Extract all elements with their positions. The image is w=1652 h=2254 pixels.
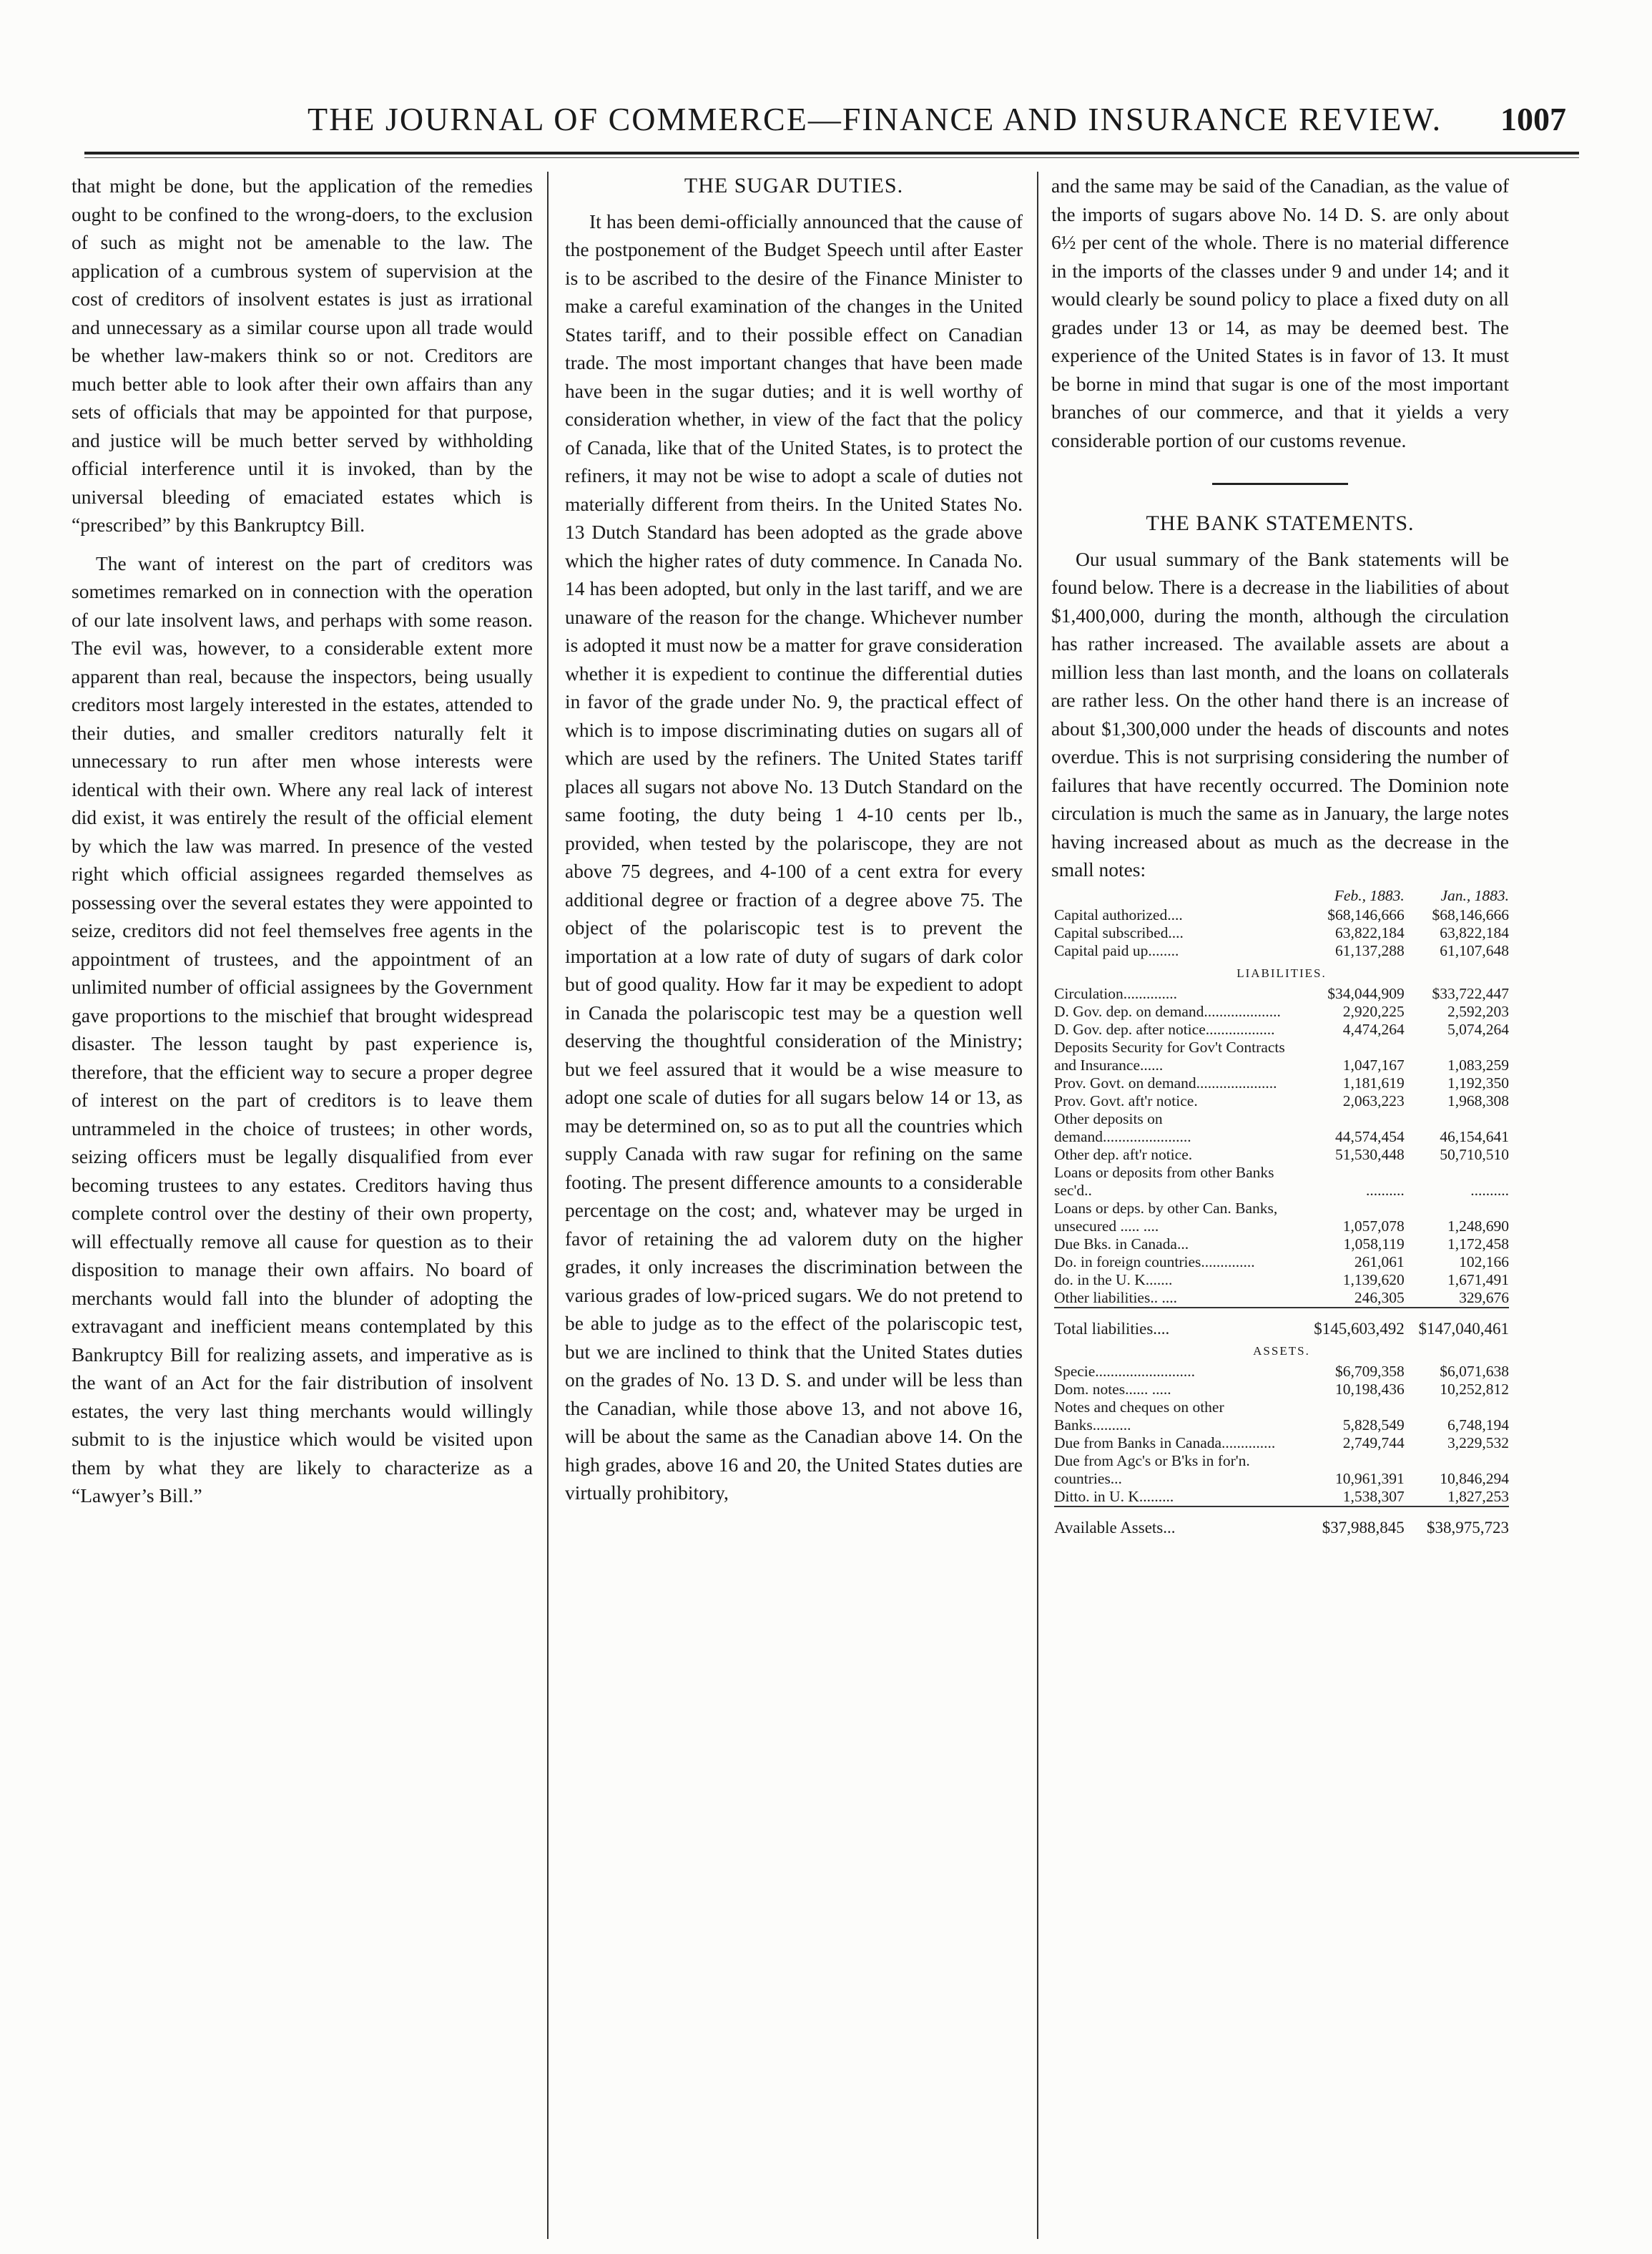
row-label: Prov. Govt. aft'r notice. bbox=[1054, 1092, 1198, 1109]
value-jan-1883: 1,192,350 bbox=[1447, 1074, 1509, 1092]
column-divider bbox=[547, 172, 549, 2239]
row-label: Available Assets... bbox=[1054, 1506, 1299, 1537]
value-feb-1883: 1,139,620 bbox=[1342, 1270, 1405, 1288]
value-jan-1883: $147,040,461 bbox=[1405, 1308, 1509, 1338]
liabilities-heading-label: LIABILITIES. bbox=[1236, 966, 1327, 980]
value-jan-1883: 6,748,194 bbox=[1447, 1416, 1509, 1434]
table-row bbox=[1054, 1363, 1509, 1381]
value-jan-1883: 1,083,259 bbox=[1447, 1056, 1509, 1074]
value-feb-1883: 2,749,744 bbox=[1342, 1434, 1405, 1451]
table-row bbox=[1054, 1074, 1509, 1092]
row-label: Notes and cheques on other Banks.......... bbox=[1054, 1398, 1224, 1434]
row-label: D. Gov. dep. after notice.................. bbox=[1054, 1020, 1275, 1038]
row-label: Dom. notes...... ..... bbox=[1054, 1380, 1171, 1398]
value-jan-1883: 102,166 bbox=[1459, 1253, 1509, 1270]
row-label: Specie.......................... bbox=[1054, 1362, 1196, 1380]
value-jan-1883: 10,252,812 bbox=[1440, 1380, 1509, 1398]
row-label: Prov. Govt. on demand..................... bbox=[1054, 1074, 1277, 1092]
article-paragraph: that might be done, but the application of the remedies ought to be confined to the wrong-doers, to the exclusion of such as might not be amenable to the law. The application of a cumbrous system of supervision at the cost of creditors of insolvent estates is just as irrational and unnecessary as a similar course upon all trade would be whether law-makers think so or not. Creditors are much better able to look after their own affairs than any sets of officials that may be appointed for that purpose, and justice will be much better served by withholding official interference until it is invoked, than by the universal bleeding of emaciated estates which is “prescribed” by this Bankruptcy Bill. bbox=[72, 175, 533, 536]
value-jan-1883: .......... bbox=[1470, 1181, 1509, 1199]
value-jan-1883: 5,074,264 bbox=[1447, 1020, 1509, 1038]
column-bank-statements bbox=[1051, 172, 1509, 1537]
row-label: Do. in foreign countries.............. bbox=[1054, 1253, 1255, 1270]
value-jan-1883: 46,154,641 bbox=[1440, 1127, 1509, 1145]
header-rule bbox=[84, 152, 1579, 158]
value-feb-1883: 1,058,119 bbox=[1343, 1235, 1405, 1253]
row-label: do. in the U. K....... bbox=[1054, 1270, 1173, 1288]
value-jan-1883: 1,248,690 bbox=[1447, 1217, 1509, 1235]
table-header-cell: Feb., 1883. bbox=[1334, 886, 1405, 904]
table-header-cell: Jan., 1883. bbox=[1440, 886, 1509, 904]
value-feb-1883: 1,047,167 bbox=[1342, 1056, 1405, 1074]
row-label: Other dep. aft'r notice. bbox=[1054, 1145, 1193, 1163]
value-feb-1883: 1,538,307 bbox=[1342, 1487, 1405, 1505]
value-feb-1883: 1,181,619 bbox=[1342, 1074, 1405, 1092]
article-paragraph: The want of interest on the part of creditors was sometimes remarked on in connection with the operation of our late insolvent laws, and perhaps with some reason. The evil was, however, to a considerable extent more apparent than real, because the inspectors, being usually creditors most largely interested in the estates, attended to their duties, and smaller creditors naturally felt it unnecessary to run after men whose interests were identical with their own. Where any real lack of interest did exist, it was entirely the result of the official element by which the law was marred. In presence of the vested right which official assignees regarded themselves as possessing over the several estates they were appointed to seize, creditors did not feel themselves free agents in the appointment of trustees, and the appointment of an unlimited number of official assignees by the Government gave proportions to the mischief that brought widespread disaster. The lesson taught by past experience is, therefore, that the efficient way to secure a proper degree of interest on the part of creditors is to leave them untrammeled in the choice of trustees; in other words, seizing officers must be legally disqualified from ever becoming trustees to any estates. Creditors having thus complete control over the destiny of their own property, will effectually remove all cause for question as to their disposition to manage their own affairs. No board of merchants would fall into the blunder of adopting the extravagant and inefficient means contemplated by this Bankruptcy Bill for realizing assets, and imperative as is the want of an Act for the fair distribution of insolvent estates, the very last thing merchants would willingly submit to is the injustice which would be visited upon them by what they are likely to characterize as a “Lawyer’s Bill.” bbox=[72, 552, 533, 1506]
table-row bbox=[1054, 1253, 1509, 1271]
table-row bbox=[1054, 1092, 1509, 1110]
row-label: Ditto. in U. K......... bbox=[1054, 1487, 1174, 1505]
value-jan-1883: 63,822,184 bbox=[1440, 923, 1509, 941]
table-row bbox=[1054, 1003, 1509, 1021]
value-jan-1883: $38,975,723 bbox=[1405, 1506, 1509, 1537]
value-feb-1883: 246,305 bbox=[1354, 1288, 1405, 1306]
row-label: Capital authorized.... bbox=[1054, 906, 1183, 923]
table-row bbox=[1054, 1039, 1509, 1074]
column-sugar-duties bbox=[565, 172, 1023, 1507]
row-label: Other liabilities.. .... bbox=[1054, 1288, 1177, 1306]
value-jan-1883: $33,722,447 bbox=[1432, 984, 1509, 1002]
value-feb-1883: $6,709,358 bbox=[1334, 1362, 1405, 1380]
row-label: Loans or deps. by other Can. Banks, unsecured ..... .... bbox=[1054, 1199, 1278, 1235]
row-label: Due from Banks in Canada.............. bbox=[1054, 1434, 1276, 1451]
table-row bbox=[1054, 1381, 1509, 1398]
value-feb-1883: 10,198,436 bbox=[1334, 1380, 1405, 1398]
row-label: Due from Agc's or B'ks in for'n. countries... bbox=[1054, 1451, 1250, 1487]
bank-statement-body bbox=[1054, 887, 1509, 1537]
value-feb-1883: 63,822,184 bbox=[1334, 923, 1405, 941]
table-row bbox=[1054, 1308, 1509, 1338]
table-row bbox=[1054, 1271, 1509, 1289]
assets-heading-label: ASSETS. bbox=[1253, 1343, 1310, 1358]
value-jan-1883: 329,676 bbox=[1459, 1288, 1509, 1306]
value-jan-1883: 1,172,458 bbox=[1447, 1235, 1509, 1253]
row-label: D. Gov. dep. on demand.................... bbox=[1054, 1002, 1281, 1020]
table-header-cell bbox=[1054, 887, 1299, 906]
assets-heading bbox=[1054, 1338, 1509, 1363]
value-jan-1883: 1,968,308 bbox=[1447, 1092, 1509, 1109]
value-feb-1883: $37,988,845 bbox=[1299, 1506, 1404, 1537]
value-jan-1883: 1,827,253 bbox=[1447, 1487, 1509, 1505]
value-feb-1883: 2,920,225 bbox=[1342, 1002, 1405, 1020]
value-feb-1883: .......... bbox=[1365, 1181, 1405, 1199]
value-feb-1883: 261,061 bbox=[1354, 1253, 1405, 1270]
row-label: Loans or deposits from other Banks sec'd.. bbox=[1054, 1163, 1274, 1199]
table-row bbox=[1054, 1235, 1509, 1253]
article-paragraph: and the same may be said of the Canadian, as the value of the imports of sugars above No. 14 D. S. are only about 6½ per cent of the whole. There is no material difference in the imports of the classes under 9 and under 14; and it would clearly be sound policy to place a fixed duty on all grades under 13 or 14, as may be deemed best. The experience of the United States is in favor of 13. It must be borne in mind that sugar is one of the most important branches of our commerce, and that it yields a very considerable portion of our customs revenue. bbox=[1051, 175, 1509, 451]
table-row bbox=[1054, 906, 1509, 924]
article-paragraph: Our usual summary of the Bank statements will be found below. There is a decrease in the liabilities of about $1,400,000, during the month, although the circulation has rather increased. The available assets are about a million less than last month, and the loans on collaterals are rather less. On the other hand there is an increase of about $1,300,000 under the heads of discounts and notes overdue. This is not surprising considering the number of failures that have recently occurred. The Dominion note circulation is much the same as in January, the large notes having increased about as much as the decrease in the small notes: bbox=[1051, 547, 1509, 881]
row-label: Due Bks. in Canada... bbox=[1054, 1235, 1189, 1253]
value-jan-1883: 1,671,491 bbox=[1447, 1270, 1509, 1288]
table-row bbox=[1054, 1110, 1509, 1146]
table-row bbox=[1054, 985, 1509, 1003]
value-feb-1883: $68,146,666 bbox=[1327, 906, 1405, 923]
value-feb-1883: 2,063,223 bbox=[1342, 1092, 1405, 1109]
value-jan-1883: 3,229,532 bbox=[1447, 1434, 1509, 1451]
table-row bbox=[1054, 1289, 1509, 1308]
table-row bbox=[1054, 1146, 1509, 1164]
value-feb-1883: 4,474,264 bbox=[1342, 1020, 1405, 1038]
table-row bbox=[1054, 942, 1509, 960]
running-header bbox=[86, 100, 1595, 150]
value-feb-1883: $145,603,492 bbox=[1299, 1308, 1404, 1338]
journal-title: THE JOURNAL OF COMMERCE—FINANCE AND INSURANCE REVIEW. bbox=[308, 101, 1442, 137]
value-jan-1883: $6,071,638 bbox=[1440, 1362, 1509, 1380]
column-bankruptcy-bill bbox=[72, 172, 533, 1510]
table-row bbox=[1054, 924, 1509, 942]
liabilities-heading bbox=[1054, 960, 1509, 985]
section-heading: THE SUGAR DUTIES. bbox=[684, 174, 904, 197]
row-label: Deposits Security for Gov't Contracts and Insurance...... bbox=[1054, 1038, 1285, 1074]
article-paragraph: It has been demi-officially announced that the cause of the postponement of the Budget Speech until after Easter is to be ascribed to the desire of the Finance Minister to make a careful examination of the changes in the United States tariff, and to their possible effect on Canadian trade. The most important changes that have been made have been in the sugar duties; and it is well worthy of consideration whether, in view of the fact that the policy of Canada, like that of the United States, is to protect the refiners, it may not be wise to adopt a scale of duties not materially different from theirs. In the United States No. 13 Dutch Standard has been adopted as the grade above which the higher rates of duty commence. In Canada No. 14 has been adopted, but only in the last tariff, and we are unaware of the reason for the change. Whichever number is adopted it must now be a matter for grave consideration whether it is expedient to continue the differential duties in favor of the grade under No. 9, the practical effect of which is to impose discriminating duties on sugars all of which are used by the refiners. The United States tariff places all sugars not above No. 13 Dutch Standard on the same footing, the duty being 1 4-10 cents per lb., provided, when tested by the polariscope, they are not above 75 degrees, and 4-100 of a cent extra for every additional degree or fraction of a degree above 75. The object of the polariscopic test is to prevent the importation at a low rate of duty of sugars of dark color but of good quality. How far it may be expedient to adopt in Canada the polariscopic test may be a question well deserving the thoughtful consideration of the Ministry; but we feel assured that it would be a wise measure to adopt one scale of duties for all sugars below 14 or 13, as may be determined on, so as to put all the countries which supply Canada with raw sugar for refining on the same footing. The present difference amounts to a considerable percentage on the cost; and, whatever may be urged in favor of retaining the ad valorem duty on the higher grades, it only increases the discrimination between the various grades of low-priced sugars. We do not pretend to be able to judge as to the effect of the polariscopic test, but we are inclined to think that the United States duties on the grades of No. 13 D. S. and under will be less than the Canadian, while those above 13, and not above 16, will be about the same as the Canadian above 14. On the high grades, above 16 and 20, the United States duties are virtually prohibitory, bbox=[565, 210, 1023, 1504]
bank-statement-table-wrap bbox=[1051, 887, 1509, 1537]
value-feb-1883: 51,530,448 bbox=[1334, 1145, 1405, 1163]
value-feb-1883: 1,057,078 bbox=[1342, 1217, 1405, 1235]
table-row bbox=[1054, 1164, 1509, 1200]
value-feb-1883: $34,044,909 bbox=[1327, 984, 1405, 1002]
value-feb-1883: 61,137,288 bbox=[1334, 941, 1405, 959]
page-number: 1007 bbox=[1500, 101, 1566, 137]
bank-statement-table bbox=[1054, 887, 1509, 1537]
value-jan-1883: 61,107,648 bbox=[1440, 941, 1509, 959]
table-row bbox=[1054, 1398, 1509, 1434]
row-label: Capital paid up........ bbox=[1054, 941, 1179, 959]
table-row bbox=[1054, 1506, 1509, 1537]
value-feb-1883: 44,574,454 bbox=[1334, 1127, 1405, 1145]
row-label: Circulation.............. bbox=[1054, 984, 1177, 1002]
table-row bbox=[1054, 1434, 1509, 1452]
section-heading: THE BANK STATEMENTS. bbox=[1146, 511, 1415, 535]
section-separator bbox=[1212, 483, 1348, 485]
value-jan-1883: 50,710,510 bbox=[1440, 1145, 1509, 1163]
column-divider bbox=[1037, 172, 1038, 2239]
value-jan-1883: 2,592,203 bbox=[1447, 1002, 1509, 1020]
table-row bbox=[1054, 1488, 1509, 1506]
row-label: Capital subscribed.... bbox=[1054, 923, 1184, 941]
value-feb-1883: 5,828,549 bbox=[1342, 1416, 1405, 1434]
value-jan-1883: $68,146,666 bbox=[1432, 906, 1509, 923]
value-jan-1883: 10,846,294 bbox=[1440, 1469, 1509, 1487]
table-header-row bbox=[1054, 887, 1509, 906]
row-label: Total liabilities.... bbox=[1054, 1308, 1299, 1338]
value-feb-1883: 10,961,391 bbox=[1334, 1469, 1405, 1487]
row-label: Other deposits on demand....................... bbox=[1054, 1109, 1191, 1145]
table-row bbox=[1054, 1021, 1509, 1039]
table-row bbox=[1054, 1452, 1509, 1488]
table-row bbox=[1054, 1200, 1509, 1235]
